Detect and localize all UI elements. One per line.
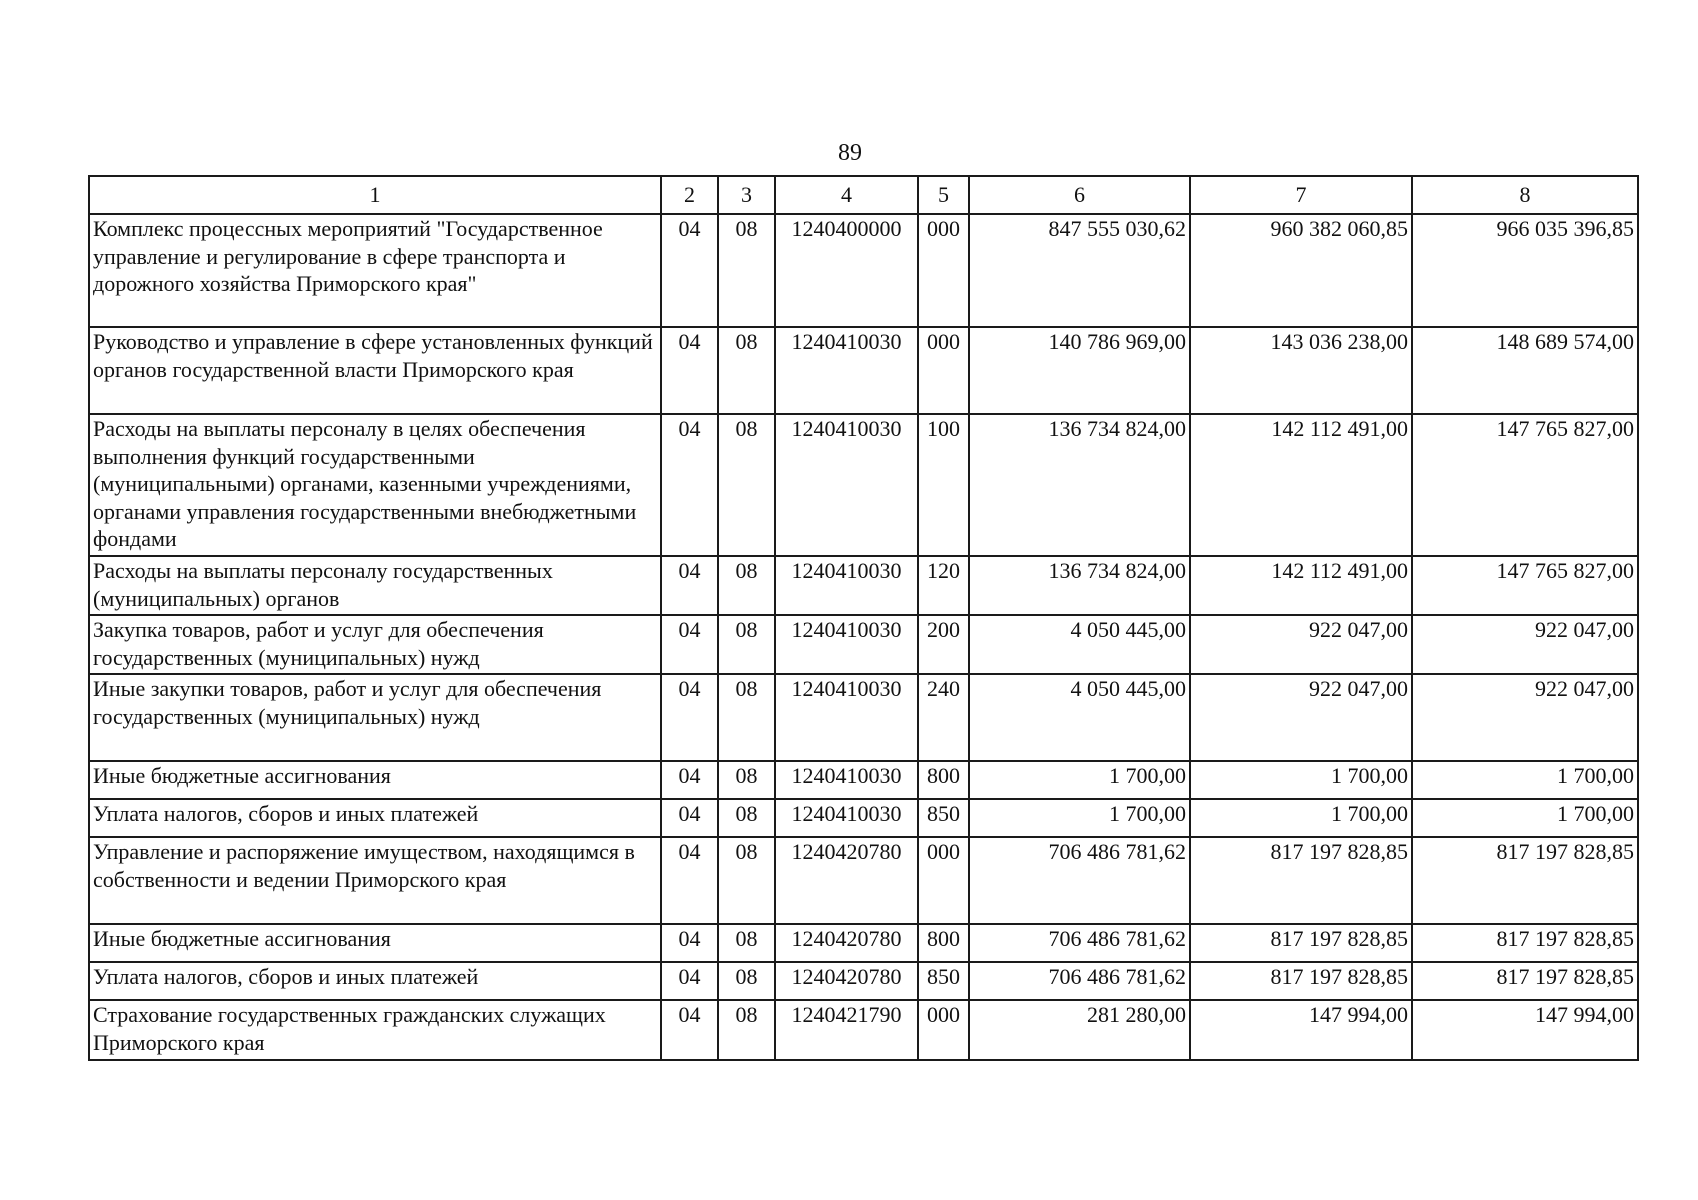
table-row xyxy=(89,761,1638,799)
subsection-code: 08 xyxy=(718,1000,775,1060)
item-name: Расходы на выплаты персоналу в целях обеспечения выполнения функций государственными (муниципальными) органами, казенными учреждениями, органами управления государственными внебюджетными фондами xyxy=(89,414,661,556)
amount-col8: 817 197 828,85 xyxy=(1412,924,1638,962)
amount-col7: 817 197 828,85 xyxy=(1190,924,1412,962)
expense-type-code: 800 xyxy=(918,924,969,962)
target-article-code: 1240400000 xyxy=(775,214,918,327)
amount-col6: 4 050 445,00 xyxy=(969,674,1190,761)
table-row xyxy=(89,1000,1638,1060)
section-code: 04 xyxy=(661,615,718,674)
amount-col7: 143 036 238,00 xyxy=(1190,327,1412,414)
table-row xyxy=(89,327,1638,414)
section-code: 04 xyxy=(661,799,718,837)
amount-col8: 147 765 827,00 xyxy=(1412,556,1638,615)
amount-col6: 140 786 969,00 xyxy=(969,327,1190,414)
target-article-code: 1240420780 xyxy=(775,962,918,1000)
amount-col6: 847 555 030,62 xyxy=(969,214,1190,327)
amount-col8: 148 689 574,00 xyxy=(1412,327,1638,414)
expense-type-code: 000 xyxy=(918,327,969,414)
target-article-code: 1240410030 xyxy=(775,327,918,414)
column-header: 4 xyxy=(775,176,918,214)
item-name: Руководство и управление в сфере установленных функций органов государственной власти Приморского края xyxy=(89,327,661,414)
amount-col6: 1 700,00 xyxy=(969,761,1190,799)
subsection-code: 08 xyxy=(718,962,775,1000)
section-code: 04 xyxy=(661,837,718,924)
budget-table xyxy=(88,175,1639,1061)
amount-col6: 281 280,00 xyxy=(969,1000,1190,1060)
table-header-row xyxy=(89,176,1638,214)
subsection-code: 08 xyxy=(718,761,775,799)
amount-col7: 1 700,00 xyxy=(1190,799,1412,837)
amount-col7: 922 047,00 xyxy=(1190,674,1412,761)
section-code: 04 xyxy=(661,414,718,556)
table-row xyxy=(89,799,1638,837)
column-header: 2 xyxy=(661,176,718,214)
item-name: Иные закупки товаров, работ и услуг для обеспечения государственных (муниципальных) нужд xyxy=(89,674,661,761)
subsection-code: 08 xyxy=(718,327,775,414)
subsection-code: 08 xyxy=(718,924,775,962)
amount-col7: 817 197 828,85 xyxy=(1190,837,1412,924)
section-code: 04 xyxy=(661,962,718,1000)
section-code: 04 xyxy=(661,674,718,761)
item-name: Уплата налогов, сборов и иных платежей xyxy=(89,799,661,837)
amount-col6: 1 700,00 xyxy=(969,799,1190,837)
amount-col8: 1 700,00 xyxy=(1412,799,1638,837)
amount-col7: 960 382 060,85 xyxy=(1190,214,1412,327)
item-name: Закупка товаров, работ и услуг для обеспечения государственных (муниципальных) нужд xyxy=(89,615,661,674)
target-article-code: 1240410030 xyxy=(775,799,918,837)
amount-col6: 706 486 781,62 xyxy=(969,924,1190,962)
target-article-code: 1240410030 xyxy=(775,556,918,615)
item-name: Страхование государственных гражданских служащих Приморского края xyxy=(89,1000,661,1060)
expense-type-code: 240 xyxy=(918,674,969,761)
page-number: 89 xyxy=(838,140,862,166)
subsection-code: 08 xyxy=(718,674,775,761)
expense-type-code: 120 xyxy=(918,556,969,615)
target-article-code: 1240420780 xyxy=(775,924,918,962)
amount-col8: 817 197 828,85 xyxy=(1412,962,1638,1000)
table-row xyxy=(89,556,1638,615)
target-article-code: 1240420780 xyxy=(775,837,918,924)
amount-col7: 817 197 828,85 xyxy=(1190,962,1412,1000)
item-name: Расходы на выплаты персоналу государственных (муниципальных) органов xyxy=(89,556,661,615)
subsection-code: 08 xyxy=(718,556,775,615)
amount-col7: 1 700,00 xyxy=(1190,761,1412,799)
amount-col8: 922 047,00 xyxy=(1412,674,1638,761)
column-header: 6 xyxy=(969,176,1190,214)
column-header: 3 xyxy=(718,176,775,214)
table-row xyxy=(89,414,1638,556)
amount-col7: 142 112 491,00 xyxy=(1190,414,1412,556)
amount-col7: 142 112 491,00 xyxy=(1190,556,1412,615)
subsection-code: 08 xyxy=(718,414,775,556)
expense-type-code: 200 xyxy=(918,615,969,674)
column-header: 5 xyxy=(918,176,969,214)
column-header: 1 xyxy=(89,176,661,214)
section-code: 04 xyxy=(661,556,718,615)
item-name: Уплата налогов, сборов и иных платежей xyxy=(89,962,661,1000)
subsection-code: 08 xyxy=(718,214,775,327)
amount-col6: 706 486 781,62 xyxy=(969,837,1190,924)
column-header: 8 xyxy=(1412,176,1638,214)
amount-col6: 136 734 824,00 xyxy=(969,414,1190,556)
expense-type-code: 000 xyxy=(918,1000,969,1060)
amount-col8: 147 765 827,00 xyxy=(1412,414,1638,556)
item-name: Управление и распоряжение имуществом, находящимся в собственности и ведении Приморского края xyxy=(89,837,661,924)
expense-type-code: 850 xyxy=(918,799,969,837)
section-code: 04 xyxy=(661,214,718,327)
amount-col6: 4 050 445,00 xyxy=(969,615,1190,674)
table-row xyxy=(89,962,1638,1000)
amount-col6: 706 486 781,62 xyxy=(969,962,1190,1000)
amount-col6: 136 734 824,00 xyxy=(969,556,1190,615)
expense-type-code: 100 xyxy=(918,414,969,556)
column-header: 7 xyxy=(1190,176,1412,214)
target-article-code: 1240410030 xyxy=(775,761,918,799)
table-row xyxy=(89,214,1638,327)
subsection-code: 08 xyxy=(718,837,775,924)
item-name: Иные бюджетные ассигнования xyxy=(89,761,661,799)
table-row xyxy=(89,615,1638,674)
table-row xyxy=(89,924,1638,962)
expense-type-code: 000 xyxy=(918,214,969,327)
amount-col7: 147 994,00 xyxy=(1190,1000,1412,1060)
amount-col8: 922 047,00 xyxy=(1412,615,1638,674)
table-row xyxy=(89,837,1638,924)
target-article-code: 1240421790 xyxy=(775,1000,918,1060)
expense-type-code: 000 xyxy=(918,837,969,924)
amount-col7: 922 047,00 xyxy=(1190,615,1412,674)
expense-type-code: 800 xyxy=(918,761,969,799)
expense-type-code: 850 xyxy=(918,962,969,1000)
amount-col8: 817 197 828,85 xyxy=(1412,837,1638,924)
subsection-code: 08 xyxy=(718,615,775,674)
target-article-code: 1240410030 xyxy=(775,615,918,674)
item-name: Комплекс процессных мероприятий "Государственное управление и регулирование в сфере транспорта и дорожного хозяйства Приморского края" xyxy=(89,214,661,327)
target-article-code: 1240410030 xyxy=(775,414,918,556)
item-name: Иные бюджетные ассигнования xyxy=(89,924,661,962)
table-row xyxy=(89,674,1638,761)
target-article-code: 1240410030 xyxy=(775,674,918,761)
subsection-code: 08 xyxy=(718,799,775,837)
section-code: 04 xyxy=(661,924,718,962)
section-code: 04 xyxy=(661,327,718,414)
amount-col8: 966 035 396,85 xyxy=(1412,214,1638,327)
amount-col8: 1 700,00 xyxy=(1412,761,1638,799)
amount-col8: 147 994,00 xyxy=(1412,1000,1638,1060)
section-code: 04 xyxy=(661,761,718,799)
section-code: 04 xyxy=(661,1000,718,1060)
